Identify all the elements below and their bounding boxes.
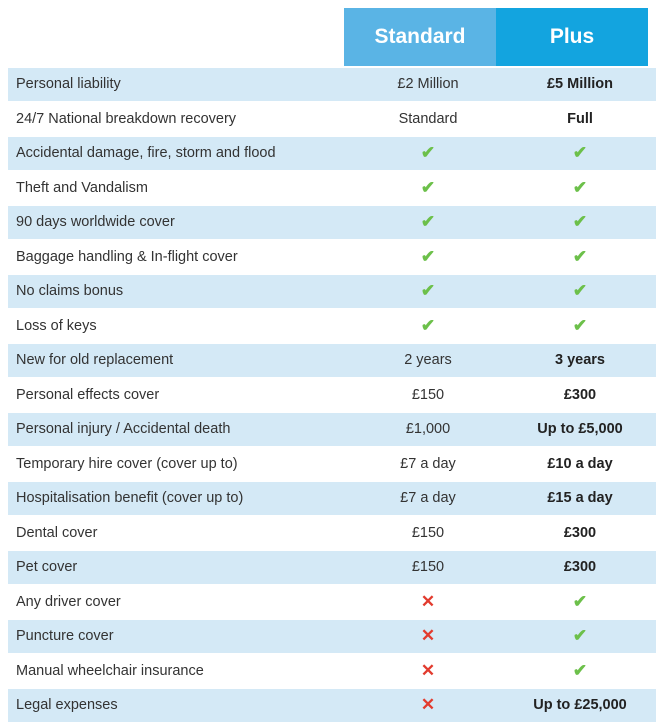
plus-value: £300 <box>504 550 656 585</box>
check-icon: ✔ <box>420 212 436 232</box>
check-icon: ✔ <box>572 143 588 163</box>
check-icon: ✔ <box>572 177 588 197</box>
cross-icon: ✕ <box>420 626 436 646</box>
table-row <box>8 205 656 240</box>
standard-cell <box>352 240 504 275</box>
table-row <box>8 516 656 551</box>
plus-value: £300 <box>504 516 656 551</box>
standard-cell <box>352 309 504 344</box>
check-icon: ✔ <box>420 281 436 301</box>
standard-value: £1,000 <box>352 412 504 447</box>
cross-icon: ✕ <box>420 591 436 611</box>
table-row <box>8 343 656 378</box>
table-row <box>8 688 656 723</box>
standard-value: £150 <box>352 516 504 551</box>
standard-value: Standard <box>352 102 504 137</box>
feature-label: 24/7 National breakdown recovery <box>8 102 352 137</box>
plus-value: £5 Million <box>504 67 656 102</box>
standard-cell <box>352 136 504 171</box>
table-row <box>8 136 656 171</box>
standard-cell <box>352 205 504 240</box>
plus-column-header: Plus <box>496 8 648 66</box>
plus-cell <box>504 654 656 689</box>
table-row <box>8 309 656 344</box>
table-row <box>8 240 656 275</box>
table-row <box>8 171 656 206</box>
plus-cell <box>504 205 656 240</box>
standard-column-header: Standard <box>344 8 496 66</box>
standard-value: 2 years <box>352 343 504 378</box>
table-row <box>8 654 656 689</box>
table-row <box>8 447 656 482</box>
cross-icon: ✕ <box>420 660 436 680</box>
check-icon: ✔ <box>572 246 588 266</box>
feature-label: Personal injury / Accidental death <box>8 412 352 447</box>
feature-label: Personal effects cover <box>8 378 352 413</box>
standard-cell <box>352 585 504 620</box>
plus-cell <box>504 309 656 344</box>
feature-label: Any driver cover <box>8 585 352 620</box>
standard-value: £7 a day <box>352 447 504 482</box>
feature-label: Manual wheelchair insurance <box>8 654 352 689</box>
plus-value: Up to £25,000 <box>504 688 656 723</box>
table-row <box>8 481 656 516</box>
feature-label: Personal liability <box>8 67 352 102</box>
check-icon: ✔ <box>572 212 588 232</box>
plus-cell <box>504 585 656 620</box>
feature-label: Legal expenses <box>8 688 352 723</box>
check-icon: ✔ <box>572 315 588 335</box>
table-row <box>8 619 656 654</box>
feature-label: Pet cover <box>8 550 352 585</box>
plus-cell <box>504 171 656 206</box>
table-row <box>8 412 656 447</box>
feature-label: Puncture cover <box>8 619 352 654</box>
plus-cell <box>504 240 656 275</box>
plus-value: Up to £5,000 <box>504 412 656 447</box>
plus-value: £10 a day <box>504 447 656 482</box>
check-icon: ✔ <box>420 177 436 197</box>
plus-value: £15 a day <box>504 481 656 516</box>
comparison-table <box>8 67 656 723</box>
table-row <box>8 67 656 102</box>
standard-cell <box>352 688 504 723</box>
feature-label: Baggage handling & In-flight cover <box>8 240 352 275</box>
feature-label: Temporary hire cover (cover up to) <box>8 447 352 482</box>
table-row <box>8 550 656 585</box>
check-icon: ✔ <box>572 281 588 301</box>
feature-label: Accidental damage, fire, storm and flood <box>8 136 352 171</box>
standard-value: £2 Million <box>352 67 504 102</box>
feature-label: Hospitalisation benefit (cover up to) <box>8 481 352 516</box>
cross-icon: ✕ <box>420 695 436 715</box>
check-icon: ✔ <box>572 591 588 611</box>
comparison-table-body <box>8 67 656 723</box>
table-row <box>8 102 656 137</box>
feature-label: Loss of keys <box>8 309 352 344</box>
standard-cell <box>352 171 504 206</box>
feature-label: Theft and Vandalism <box>8 171 352 206</box>
check-icon: ✔ <box>572 660 588 680</box>
plus-value: £300 <box>504 378 656 413</box>
plus-value: 3 years <box>504 343 656 378</box>
feature-label: 90 days worldwide cover <box>8 205 352 240</box>
standard-cell <box>352 654 504 689</box>
check-icon: ✔ <box>420 246 436 266</box>
standard-value: £150 <box>352 378 504 413</box>
table-row <box>8 274 656 309</box>
check-icon: ✔ <box>420 143 436 163</box>
feature-label: Dental cover <box>8 516 352 551</box>
table-row <box>8 378 656 413</box>
standard-cell <box>352 619 504 654</box>
standard-cell <box>352 274 504 309</box>
table-row <box>8 585 656 620</box>
standard-value: £7 a day <box>352 481 504 516</box>
plus-cell <box>504 619 656 654</box>
plus-cell <box>504 274 656 309</box>
feature-label: No claims bonus <box>8 274 352 309</box>
check-icon: ✔ <box>572 626 588 646</box>
standard-value: £150 <box>352 550 504 585</box>
feature-label: New for old replacement <box>8 343 352 378</box>
plus-value: Full <box>504 102 656 137</box>
plus-cell <box>504 136 656 171</box>
check-icon: ✔ <box>420 315 436 335</box>
